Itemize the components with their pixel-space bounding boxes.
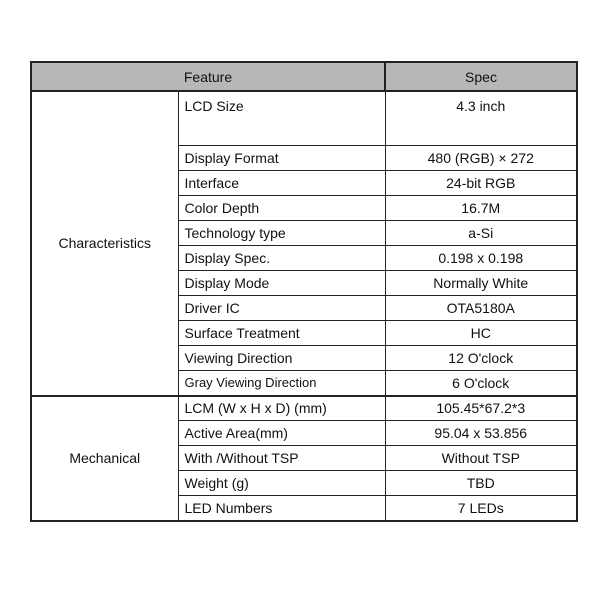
spec-cell: Without TSP [385, 446, 577, 471]
characteristics-section [31, 91, 577, 396]
spec-cell: 12 O'clock [385, 346, 577, 371]
feature-cell: With /Without TSP [178, 446, 385, 471]
spec-cell: 24-bit RGB [385, 171, 577, 196]
table-row [31, 91, 577, 146]
feature-cell: Display Mode [178, 271, 385, 296]
feature-cell: Weight (g) [178, 471, 385, 496]
spec-cell: HC [385, 321, 577, 346]
spec-cell: 0.198 x 0.198 [385, 246, 577, 271]
feature-cell: Viewing Direction [178, 346, 385, 371]
table-header-row [31, 62, 577, 91]
spec-table [30, 61, 578, 522]
spec-cell: 480 (RGB) × 272 [385, 146, 577, 171]
spec-cell: 16.7M [385, 196, 577, 221]
spec-cell: OTA5180A [385, 296, 577, 321]
feature-cell: LCM (W x H x D) (mm) [178, 396, 385, 421]
spec-cell: 4.3 inch [385, 91, 577, 146]
spec-cell: TBD [385, 471, 577, 496]
spec-cell: 95.04 x 53.856 [385, 421, 577, 446]
feature-cell: Gray Viewing Direction [178, 371, 385, 396]
header-spec: Spec [385, 62, 577, 91]
feature-cell: Display Format [178, 146, 385, 171]
feature-cell: Driver IC [178, 296, 385, 321]
spec-cell: Normally White [385, 271, 577, 296]
feature-cell: Color Depth [178, 196, 385, 221]
mechanical-section [31, 396, 577, 521]
feature-cell: Technology type [178, 221, 385, 246]
feature-cell: LED Numbers [178, 496, 385, 521]
feature-cell: LCD Size [178, 91, 385, 146]
group-label-characteristics: Characteristics [31, 91, 178, 396]
feature-cell: Display Spec. [178, 246, 385, 271]
spec-cell: 7 LEDs [385, 496, 577, 521]
header-feature: Feature [31, 62, 385, 91]
table-row [31, 396, 577, 421]
feature-cell: Interface [178, 171, 385, 196]
spec-cell: 105.45*67.2*3 [385, 396, 577, 421]
feature-cell: Active Area(mm) [178, 421, 385, 446]
spec-cell: a-Si [385, 221, 577, 246]
group-label-mechanical: Mechanical [31, 396, 178, 521]
spec-cell: 6 O'clock [385, 371, 577, 396]
feature-cell: Surface Treatment [178, 321, 385, 346]
